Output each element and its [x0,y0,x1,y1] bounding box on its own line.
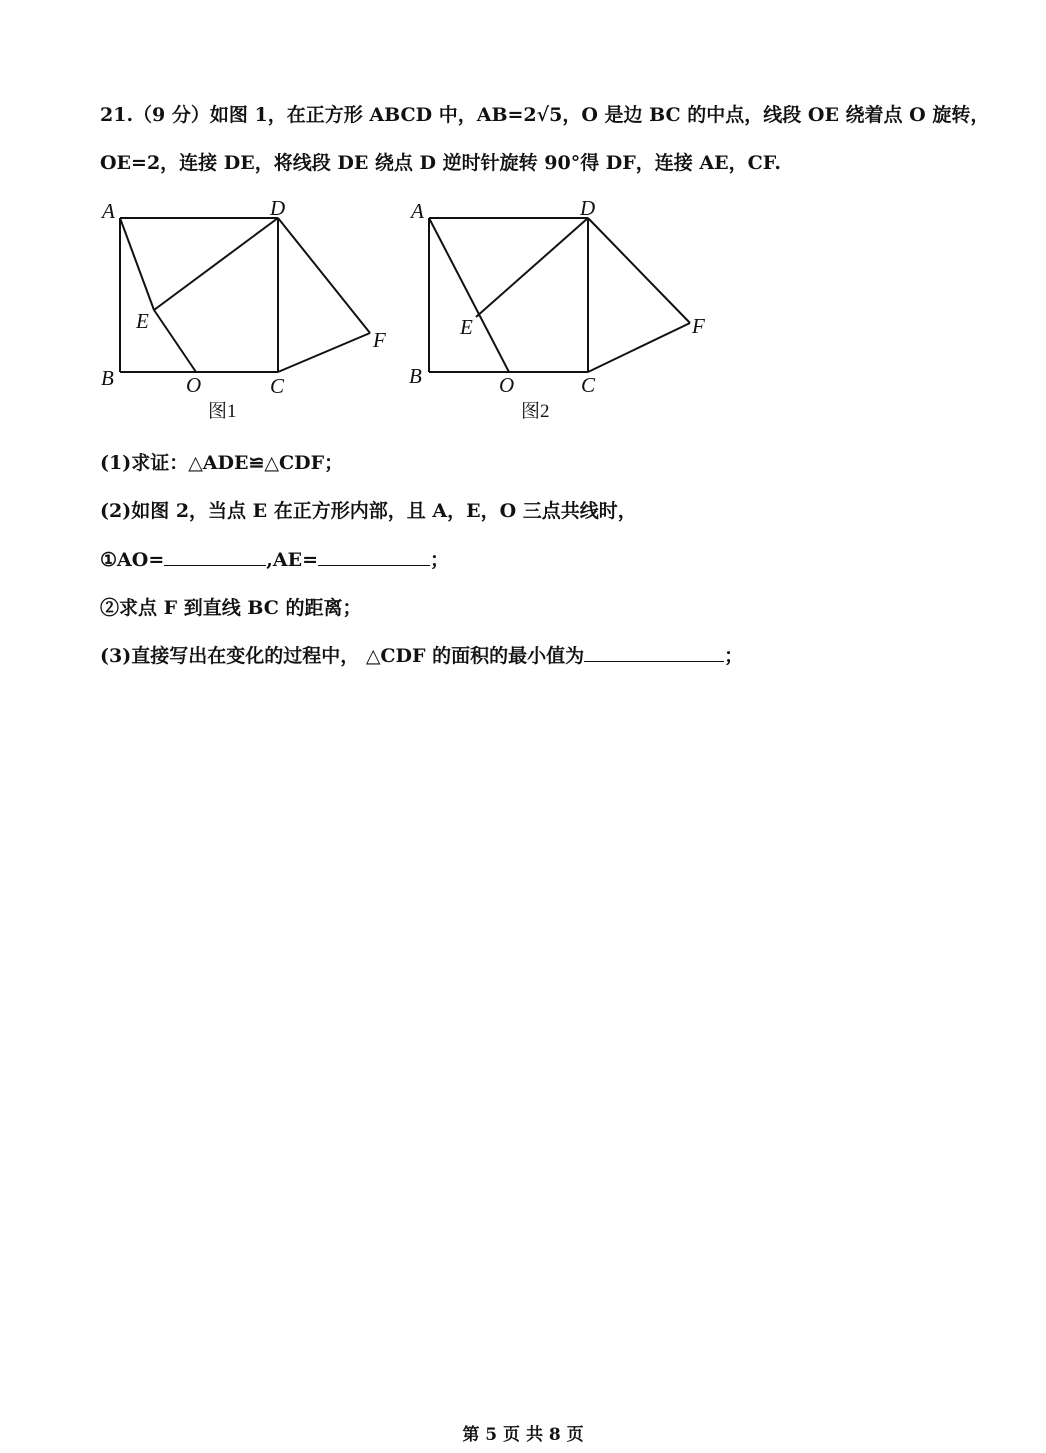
question-2: (2)如图 2，当点 E 在正方形内部，且 A，E，O 三点共线时， [100,500,637,522]
fig2-label-E: E [460,315,473,339]
fig2-label-F: F [692,314,705,338]
figure1-caption: 图1 [208,401,237,422]
figure2-lines [429,218,690,372]
fig2-segment-CF [588,323,690,372]
fig1-label-C: C [270,374,285,398]
fig1-label-O: O [186,373,202,397]
q2a-suffix: ； [430,549,450,571]
fig1-label-E: E [136,309,149,333]
fig1-segment-EO [154,310,196,372]
answer-blank-ae[interactable] [318,547,430,566]
fig1-segment-CF [278,333,370,372]
figure1-lines [120,218,370,372]
fig1-label-B: B [101,366,114,390]
fig2-segment-DF [588,218,690,323]
problem-statement-line2: OE=2，连接 DE，将线段 DE 绕点 D 逆时针旋转 90°得 DF，连接 AE，CF. [100,152,781,174]
fig2-segment-ED [476,218,588,317]
fig1-segment-ED [154,218,278,310]
fig1-label-D: D [270,196,286,220]
figure2-caption: 图2 [521,401,550,422]
question-2b: ②求点 F 到直线 BC 的距离； [100,597,362,619]
fig1-segment-AE [120,218,154,310]
page-footer: 第 5 页 共 8 页 [462,1425,584,1445]
answer-blank-min-area[interactable] [584,643,724,662]
answer-blank-ao[interactable] [164,547,266,566]
fig2-label-A: A [411,199,424,223]
fig2-label-C: C [581,373,596,397]
figure1-labels [100,196,386,398]
question-3 [100,643,743,669]
fig2-segment-AO [429,218,509,372]
question-1: (1)求证：△ADE≌△CDF； [100,452,344,474]
figure2-labels [409,196,705,397]
fig2-label-B: B [409,364,422,388]
question-2a [100,547,449,573]
problem-statement-line1: 21.（9 分）如图 1，在正方形 ABCD 中，AB=2√5，O 是边 BC 的中点，线段 OE 绕着点 O 旋转， [100,104,990,126]
q3-prefix: (3)直接写出在变化的过程中， △CDF 的面积的最小值为 [100,645,585,667]
fig2-label-O: O [499,373,515,397]
fig1-label-F: F [373,328,386,352]
q3-suffix: ； [724,645,744,667]
q2a-mid: ,AE= [266,549,319,571]
q2a-prefix: ①AO= [100,549,165,571]
figures [96,195,756,430]
fig1-label-A: A [102,199,115,223]
geometry-figures [96,195,756,430]
fig1-segment-DF [278,218,370,333]
fig2-label-D: D [580,196,596,220]
